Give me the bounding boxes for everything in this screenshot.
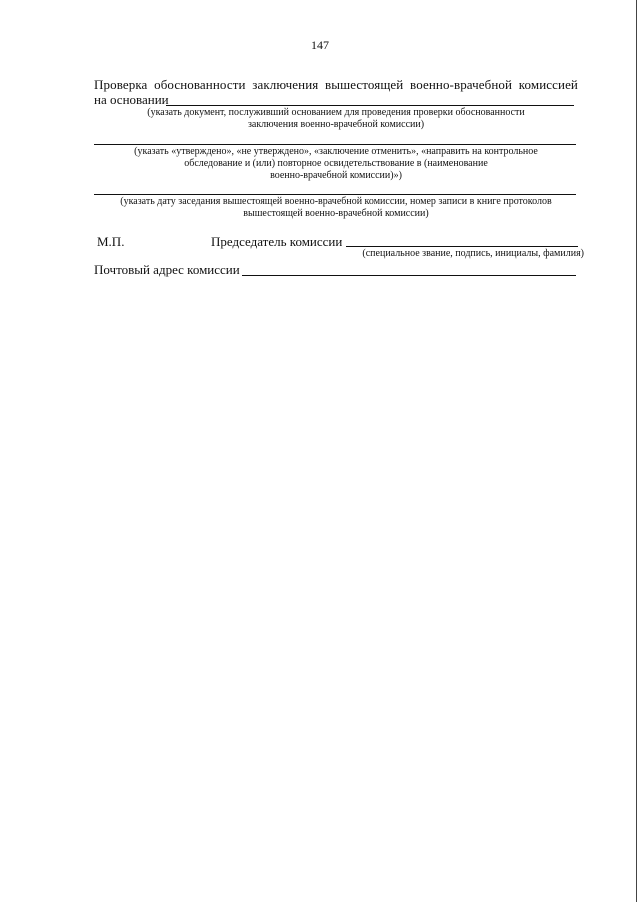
chairman-hint: (специальное звание, подпись, инициалы, фамилия) — [362, 248, 584, 259]
chairman-fill-line[interactable] — [346, 246, 578, 247]
address-label: Почтовый адрес комиссии — [94, 262, 240, 277]
basis-label: на основании — [94, 92, 169, 107]
form-heading: Проверка обоснованности заключения вышестоящей военно-врачебной комиссией — [94, 77, 578, 92]
chairman-label: Председатель комиссии — [211, 234, 343, 249]
page-edge — [636, 0, 637, 902]
meeting-fill-line[interactable] — [94, 194, 576, 195]
decision-hint-line3: военно-врачебной комиссии)») — [270, 170, 402, 181]
stamp-label: М.П. — [97, 234, 125, 249]
basis-hint-line2: заключения военно-врачебной комиссии) — [247, 119, 425, 130]
decision-fill-line[interactable] — [94, 144, 576, 145]
meeting-hint-line1: (указать дату заседания вышестоящей военно-врачебной комиссии, номер записи в книге протоколов — [120, 196, 552, 207]
decision-hint-line2: обследование и (или) повторное освидетельствование в (наименование — [184, 158, 488, 169]
page-number: 147 — [311, 38, 329, 52]
basis-fill-line[interactable] — [166, 105, 574, 106]
meeting-hint-line2: вышестоящей военно-врачебной комиссии) — [243, 208, 429, 219]
decision-hint-line1: (указать «утверждено», «не утверждено», «заключение отменить», «направить на контрольное — [134, 146, 538, 157]
basis-hint-line1: (указать документ, послуживший основанием для проведения проверки обоснованности — [147, 107, 525, 118]
address-fill-line[interactable] — [242, 275, 576, 276]
